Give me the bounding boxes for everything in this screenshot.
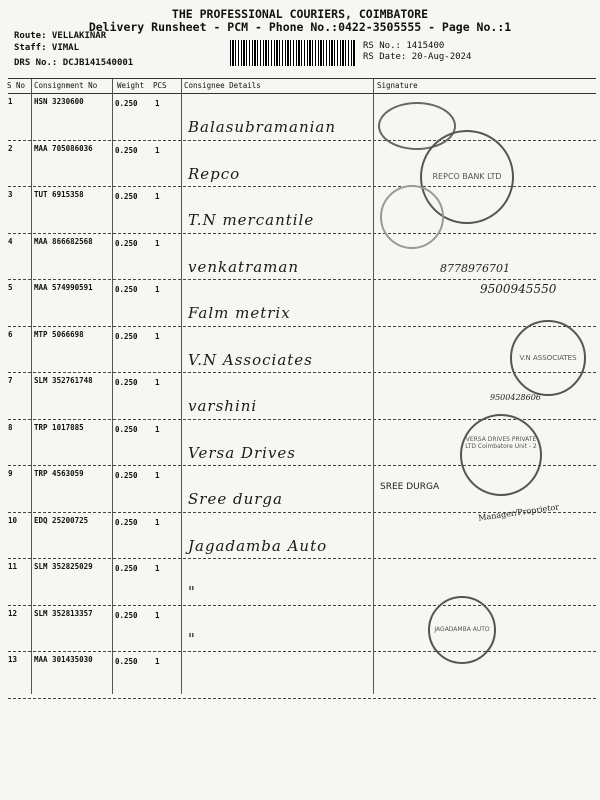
row-consignee: venkatraman bbox=[188, 257, 300, 276]
row-weight: 0.250 bbox=[115, 331, 138, 341]
row-pcs: 1 bbox=[155, 657, 160, 666]
row-weight: 0.250 bbox=[115, 471, 138, 480]
vn-associates-stamp: V.N ASSOCIATES bbox=[510, 320, 586, 396]
row-pcs: 1 bbox=[155, 610, 160, 620]
row-consignment-no: MTP 5066698 bbox=[34, 329, 84, 339]
row-sno: 11 bbox=[8, 562, 18, 571]
row-pcs: 1 bbox=[155, 99, 160, 108]
row-consignee: " bbox=[188, 629, 196, 648]
tn-mercantile-stamp bbox=[380, 185, 444, 249]
row-weight: 0.250 bbox=[115, 145, 138, 155]
row-sno: 4 bbox=[8, 236, 13, 246]
row-consignment-no: MAA 574990591 bbox=[34, 283, 93, 292]
row-pcs: 1 bbox=[155, 238, 160, 248]
row-sno: 9 bbox=[8, 469, 13, 478]
row-consignment-no: TUT 6915358 bbox=[34, 190, 84, 199]
col-divider bbox=[112, 79, 113, 694]
row-pcs: 1 bbox=[155, 517, 160, 527]
row-pcs: 1 bbox=[155, 145, 160, 155]
row-divider bbox=[8, 605, 596, 606]
row-sno: 10 bbox=[8, 515, 18, 525]
row-weight: 0.250 bbox=[115, 285, 138, 294]
row-pcs: 1 bbox=[155, 285, 160, 294]
staff-label: Staff: VIMAL bbox=[14, 43, 80, 53]
col-header-pcs: PCS bbox=[153, 81, 167, 90]
row-consignee: Falm metrix bbox=[188, 304, 291, 322]
row-sno: 3 bbox=[8, 190, 13, 199]
sree-durga-stamp: SREE DURGA bbox=[380, 482, 440, 492]
row-consignee: " bbox=[188, 583, 196, 601]
row-sno: 13 bbox=[8, 655, 18, 664]
jagadamba-stamp: JAGADAMBA AUTO bbox=[428, 596, 496, 664]
manager-label: Manager/Proprietor bbox=[477, 502, 560, 523]
phone-number-2: 9500945550 bbox=[480, 282, 557, 296]
row-sno: 12 bbox=[8, 608, 18, 618]
row-consignment-no: SLM 352813357 bbox=[34, 608, 93, 618]
row-consignee: Repco bbox=[188, 164, 241, 183]
row-pcs: 1 bbox=[155, 192, 160, 201]
row-weight: 0.250 bbox=[115, 610, 138, 620]
row-weight: 0.250 bbox=[115, 238, 138, 248]
row-pcs: 1 bbox=[155, 424, 160, 434]
row-divider bbox=[8, 372, 596, 373]
col-header-signature: Signature bbox=[377, 81, 418, 90]
row-weight: 0.250 bbox=[115, 517, 138, 527]
col-divider bbox=[181, 79, 182, 694]
col-header-consignment: Consignment No bbox=[34, 81, 98, 90]
company-title: THE PROFESSIONAL COURIERS, COIMBATORE bbox=[171, 7, 429, 21]
col-divider bbox=[31, 79, 32, 694]
row-sno: 2 bbox=[8, 143, 13, 153]
row-pcs: 1 bbox=[155, 331, 160, 341]
row-consignee: Versa Drives bbox=[188, 443, 296, 462]
row-weight: 0.250 bbox=[115, 192, 138, 201]
row-consignment-no: EDQ 25200725 bbox=[34, 515, 89, 525]
runsheet-title: Delivery Runsheet - PCM - Phone No.:0422-3505555 - Page No.:1 bbox=[88, 20, 512, 34]
row-consignment-no: HSN 3230600 bbox=[34, 97, 84, 106]
row-weight: 0.250 bbox=[115, 657, 138, 666]
row-pcs: 1 bbox=[155, 378, 160, 387]
row-pcs: 1 bbox=[155, 471, 160, 480]
row-consignment-no: SLM 352761748 bbox=[34, 376, 93, 385]
row-consignee: Jagadamba Auto bbox=[188, 536, 328, 555]
rs-date: RS Date: 20-Aug-2024 bbox=[363, 52, 472, 62]
header-rule-bottom bbox=[8, 93, 596, 94]
col-header-weight: Weight bbox=[117, 81, 145, 90]
drs-number: DRS No.: DCJB141540001 bbox=[14, 58, 134, 68]
row-consignee: V.N Associates bbox=[188, 350, 313, 369]
row-divider bbox=[8, 651, 596, 652]
row-weight: 0.250 bbox=[115, 378, 138, 387]
row-consignee: T.N mercantile bbox=[188, 211, 315, 229]
repco-stamp: REPCO BANK LTD bbox=[420, 130, 514, 224]
route-label: Route: VELLAKINAR bbox=[14, 31, 107, 41]
row-consignment-no: MAA 866682568 bbox=[34, 236, 93, 246]
row-sno: 7 bbox=[8, 376, 13, 385]
row-divider bbox=[8, 698, 596, 699]
row-consignee: Balasubramanian bbox=[188, 118, 337, 136]
row-divider bbox=[8, 140, 596, 141]
versa-drives-stamp: VERSA DRIVES PRIVATE LTD Coimbatore Unit - 2 bbox=[460, 414, 542, 496]
row-sno: 1 bbox=[8, 97, 13, 106]
phone-number-3: 9500428606 bbox=[490, 393, 541, 402]
col-header-consignee: Consignee Details bbox=[184, 81, 261, 90]
row-consignee: varshini bbox=[188, 397, 258, 415]
header-rule bbox=[8, 78, 596, 79]
row-divider bbox=[8, 279, 596, 280]
row-weight: 0.250 bbox=[115, 564, 138, 573]
row-consignment-no: TRP 1017885 bbox=[34, 422, 84, 432]
row-weight: 0.250 bbox=[115, 424, 138, 434]
row-consignment-no: MAA 301435030 bbox=[34, 655, 93, 664]
row-pcs: 1 bbox=[155, 564, 160, 573]
row-consignment-no: MAA 705086036 bbox=[34, 143, 93, 153]
col-header-sno: S No bbox=[7, 81, 26, 90]
row-sno: 8 bbox=[8, 422, 13, 432]
row-sno: 6 bbox=[8, 329, 13, 339]
row-divider bbox=[8, 326, 596, 327]
row-sno: 5 bbox=[8, 283, 13, 292]
row-consignee: Sree durga bbox=[188, 490, 283, 508]
row-weight: 0.250 bbox=[115, 99, 138, 108]
col-divider bbox=[373, 79, 374, 694]
row-divider bbox=[8, 558, 596, 559]
row-divider bbox=[8, 233, 596, 234]
row-consignment-no: SLM 352825029 bbox=[34, 562, 93, 571]
phone-number-1: 8778976701 bbox=[440, 262, 510, 275]
barcode bbox=[230, 40, 356, 66]
rs-number: RS No.: 1415400 bbox=[363, 41, 445, 51]
row-consignment-no: TRP 4563059 bbox=[34, 469, 84, 478]
